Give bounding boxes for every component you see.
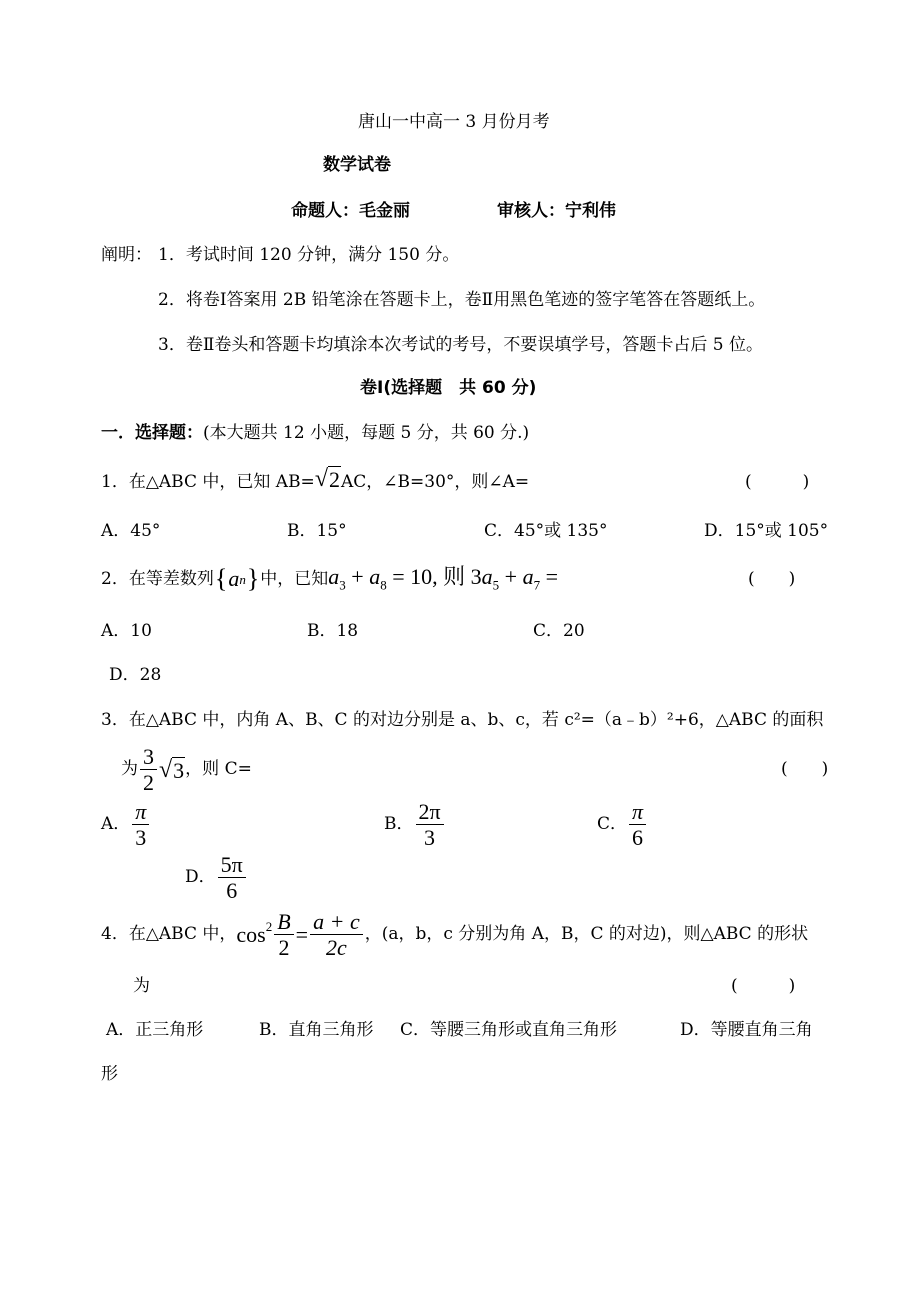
sqrt-expression [315, 466, 341, 491]
q2-prefix: 2．在等差数列 [101, 568, 214, 589]
q3-option-c-fraction [629, 800, 646, 849]
subject-title: 数学试卷 [323, 155, 391, 175]
q1-option-d: D．15°或 105° [704, 521, 829, 541]
q1-option-a: A．45° [101, 521, 161, 541]
q4-prefix: 4．在△ABC 中， [101, 924, 237, 945]
q3-area-num: 3 [140, 745, 157, 770]
q1-option-b: B．15° [287, 521, 347, 541]
q4-suffix: ，(a，b，c 分别为角 A，B，C 的对边)，则△ABC 的形状 [364, 924, 809, 945]
q4-cos: cos [236, 921, 266, 947]
q3-option-a-den: 3 [135, 825, 147, 851]
q3-line1: 3．在△ABC 中，内角 A、B、C 的对边分别是 a、b、c，若 c²=（a﹣b）²+6，△ABC 的面积 [101, 710, 824, 730]
q4-lhs-fraction [274, 910, 293, 959]
q2-cond-b: a [369, 564, 381, 590]
q2-brace-open: { [214, 564, 228, 593]
q3-option-c-num: π [629, 800, 646, 825]
q4-lhs-num: B [274, 910, 293, 935]
q2-expr-plus: + [499, 564, 523, 590]
q2-answer-paren: ( ) [748, 569, 796, 589]
q1-suffix: AC，∠B=30°，则∠A= [340, 472, 530, 493]
q3-line2-suffix: ，则 C= [185, 759, 252, 780]
q4-answer-paren: ( ) [731, 976, 796, 996]
radical-sign-icon: √ [159, 757, 173, 784]
q2-option-a: A．10 [101, 621, 152, 641]
q2-mid: 中，已知 [260, 568, 329, 589]
q3-option-a-num: π [132, 800, 149, 825]
q3-option-b-den: 3 [424, 825, 436, 851]
q2-cond-a-sub: 3 [339, 577, 346, 593]
q1-radicand: 2 [328, 467, 340, 492]
q3-option-a [101, 800, 151, 849]
note-item-2: 2．将卷Ⅰ答案用 2B 铅笔涂在答题卡上，卷Ⅱ用黑色笔迹的签字笔答在答题纸上。 [158, 290, 766, 310]
section-heading-label: 一．选择题： [101, 423, 203, 443]
q1-option-c: C．45°或 135° [484, 521, 608, 541]
section-heading [101, 425, 529, 442]
radical-sign-icon: √ [314, 466, 328, 493]
q3-area-den: 2 [143, 770, 154, 796]
q3-area-fraction [140, 745, 157, 794]
q4-option-c: C．等腰三角形或直角三角形 [400, 1020, 618, 1040]
q4-option-a: A．正三角形 [106, 1020, 204, 1040]
q3-option-a-fraction [132, 800, 149, 849]
q2-expr-b-sub: 7 [533, 577, 541, 593]
q4-line2: 为 [133, 976, 150, 996]
section-description: (本大题共 12 小题，每题 5 分，共 60 分.) [203, 423, 530, 443]
q2-cond-a: a [328, 564, 340, 590]
notes-label: 阐明： [101, 245, 152, 265]
q3-answer-paren: ( ) [781, 759, 829, 779]
q2-condition [328, 566, 558, 591]
q2-seq-sub: n [239, 571, 246, 587]
q4-option-b: B．直角三角形 [259, 1020, 374, 1040]
q3-line2 [121, 745, 252, 794]
q3-option-d-num: 5π [218, 853, 246, 878]
question-4 [101, 910, 808, 959]
q4-cos-sup: 2 [265, 919, 273, 934]
q3-line2-prefix: 为 [121, 759, 138, 780]
q3-area-radicand: 3 [173, 758, 185, 784]
q3-option-d-fraction [218, 853, 246, 902]
question-2 [101, 566, 558, 592]
q3-option-a-label: A． [101, 814, 131, 835]
q1-prefix: 1．在△ABC 中，已知 AB= [101, 472, 315, 493]
q1-answer-paren: ( ) [745, 472, 810, 492]
q2-option-b: B．18 [307, 621, 359, 641]
q3-option-c-label: C． [597, 814, 628, 835]
q3-option-d-label: D． [185, 867, 216, 888]
q3-option-d [185, 853, 248, 902]
note-item-3: 3．卷Ⅱ卷头和答题卡均填涂本次考试的考号，不要误填学号，答题卡占后 5 位。 [158, 335, 763, 355]
proposer: 命题人：毛金丽 [291, 201, 410, 221]
q2-cond-b-sub: 8 [380, 577, 387, 593]
q3-option-b-fraction [416, 800, 444, 849]
page-title: 唐山一中高一 3 月份月考 [358, 112, 550, 132]
q3-option-c-den: 6 [632, 825, 644, 851]
q4-lhs-den: 2 [278, 935, 290, 961]
q2-expr-b: a [522, 564, 534, 590]
q2-option-c: C．20 [533, 621, 585, 641]
reviewer: 审核人：宁利伟 [497, 201, 616, 221]
q3-area-sqrt [159, 757, 185, 782]
q2-option-d: D．28 [109, 665, 162, 685]
note-item-1: 1．考试时间 120 分钟，满分 150 分。 [158, 245, 460, 265]
q2-cond-eq: = 10, 则 3 [386, 564, 482, 590]
q4-rhs-fraction [310, 910, 363, 959]
q2-expr-a: a [481, 564, 493, 590]
q4-rhs-num: a + c [310, 910, 363, 935]
q4-option-d-wrap: 形 [101, 1064, 118, 1084]
q2-brace-close: } [246, 564, 260, 593]
q4-eq: = [295, 921, 309, 947]
q2-seq-var: a [228, 566, 240, 591]
q2-expr-eq: = [540, 564, 558, 590]
q4-option-d: D．等腰直角三角 [680, 1020, 813, 1040]
q3-option-c [597, 800, 648, 849]
paper-part-title: 卷Ⅰ(选择题 共 60 分) [360, 378, 537, 398]
q3-option-b-num: 2π [416, 800, 444, 825]
q2-cond-plus: + [345, 564, 370, 590]
q2-expr-a-sub: 5 [492, 577, 500, 593]
q3-option-b [384, 800, 446, 849]
question-1 [101, 466, 529, 491]
q3-option-b-label: B． [384, 814, 414, 835]
q4-rhs-den: 2c [326, 935, 347, 961]
q3-option-d-den: 6 [226, 878, 238, 904]
